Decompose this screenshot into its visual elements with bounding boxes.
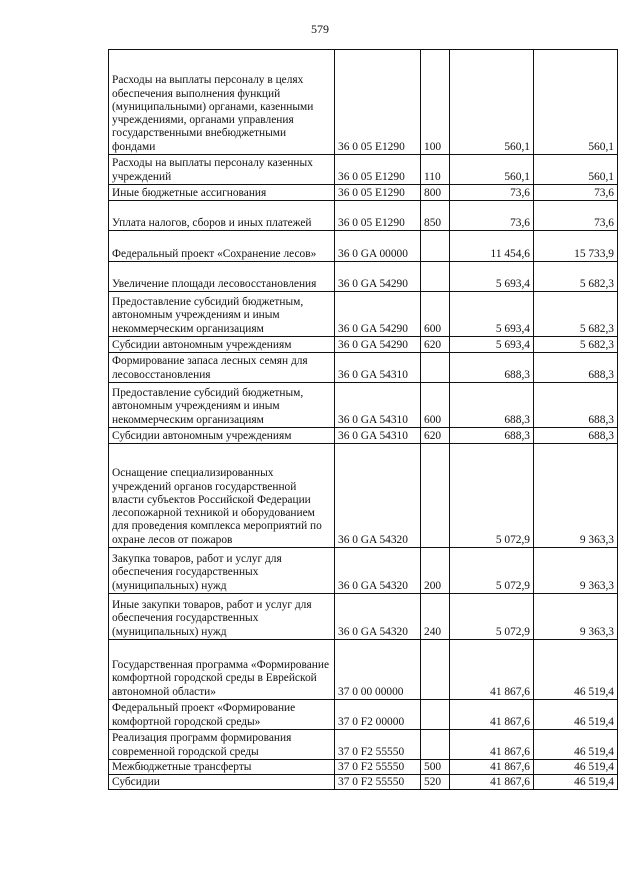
table-row: [109, 262, 618, 292]
row-sum-year-1: 688,3: [450, 428, 534, 444]
row-expense-type: 850: [421, 201, 450, 231]
table-row: [109, 50, 618, 155]
row-sum-year-1: 41 867,6: [450, 700, 534, 730]
row-sum-year-2: 46 519,4: [534, 700, 618, 730]
row-name: Межбюджетные трансферты: [109, 760, 335, 775]
row-expense-type: 100: [421, 50, 450, 155]
row-sum-year-2: 9 363,3: [534, 548, 618, 594]
table-row: [109, 775, 618, 790]
row-sum-year-2: 5 682,3: [534, 262, 618, 292]
budget-table: [108, 49, 618, 790]
table-row: [109, 155, 618, 185]
row-target-code: 37 0 F2 55550: [335, 730, 421, 760]
row-target-code: 36 0 GA 54290: [335, 337, 421, 353]
row-name: Субсидии автономным учреждениям: [109, 337, 335, 353]
row-sum-year-2: 560,1: [534, 50, 618, 155]
row-sum-year-2: 9 363,3: [534, 444, 618, 548]
row-sum-year-2: 688,3: [534, 353, 618, 383]
table-row: [109, 548, 618, 594]
table-row: [109, 730, 618, 760]
row-target-code: 36 0 05 E1290: [335, 201, 421, 231]
row-sum-year-2: 46 519,4: [534, 760, 618, 775]
table-row: [109, 337, 618, 353]
row-sum-year-1: 5 072,9: [450, 548, 534, 594]
row-target-code: 37 0 F2 00000: [335, 700, 421, 730]
row-sum-year-1: 560,1: [450, 155, 534, 185]
row-sum-year-1: 41 867,6: [450, 760, 534, 775]
row-sum-year-2: 688,3: [534, 428, 618, 444]
row-expense-type: [421, 262, 450, 292]
row-name: Предоставление субсидий бюджетным, автономным учреждениям и иным некоммерческим организациям: [109, 292, 335, 337]
row-target-code: 36 0 GA 54310: [335, 353, 421, 383]
row-sum-year-2: 46 519,4: [534, 730, 618, 760]
row-name: Реализация программ формирования современной городской среды: [109, 730, 335, 760]
row-sum-year-1: 5 072,9: [450, 444, 534, 548]
row-name: Федеральный проект «Формирование комфортной городской среды»: [109, 700, 335, 730]
row-target-code: 37 0 00 00000: [335, 640, 421, 700]
row-sum-year-1: 560,1: [450, 50, 534, 155]
row-expense-type: 110: [421, 155, 450, 185]
row-target-code: 36 0 GA 54310: [335, 383, 421, 428]
row-name: Иные бюджетные ассигнования: [109, 185, 335, 201]
row-target-code: 37 0 F2 55550: [335, 775, 421, 790]
table-row: [109, 444, 618, 548]
row-sum-year-2: 5 682,3: [534, 337, 618, 353]
row-sum-year-2: 560,1: [534, 155, 618, 185]
row-name: Уплата налогов, сборов и иных платежей: [109, 201, 335, 231]
table-row: [109, 594, 618, 640]
row-name: Субсидии автономным учреждениям: [109, 428, 335, 444]
table-row: [109, 700, 618, 730]
row-sum-year-2: 9 363,3: [534, 594, 618, 640]
row-sum-year-1: 5 693,4: [450, 292, 534, 337]
row-sum-year-1: 41 867,6: [450, 730, 534, 760]
row-expense-type: 600: [421, 383, 450, 428]
row-target-code: 36 0 GA 00000: [335, 231, 421, 262]
row-name: Увеличение площади лесовосстановления: [109, 262, 335, 292]
row-name: Субсидии: [109, 775, 335, 790]
row-target-code: 36 0 05 E1290: [335, 155, 421, 185]
row-sum-year-2: 73,6: [534, 201, 618, 231]
table-row: [109, 428, 618, 444]
row-expense-type: 620: [421, 337, 450, 353]
table-row: [109, 231, 618, 262]
row-name: Закупка товаров, работ и услуг для обеспечения государственных (муниципальных) нужд: [109, 548, 335, 594]
row-target-code: 36 0 GA 54320: [335, 594, 421, 640]
row-sum-year-2: 688,3: [534, 383, 618, 428]
row-expense-type: [421, 444, 450, 548]
row-expense-type: [421, 640, 450, 700]
row-expense-type: 520: [421, 775, 450, 790]
row-sum-year-2: 73,6: [534, 185, 618, 201]
row-name: Формирование запаса лесных семян для лесовосстановления: [109, 353, 335, 383]
row-name: Расходы на выплаты персоналу казенных учреждений: [109, 155, 335, 185]
row-expense-type: [421, 700, 450, 730]
row-name: Оснащение специализированных учреждений органов государственной власти субъектов Российской Федерации лесопожарной техникой и оборудованием для проведения комплекса мероприятий по охране лесов от пожаров: [109, 444, 335, 548]
row-sum-year-1: 73,6: [450, 185, 534, 201]
row-sum-year-1: 5 072,9: [450, 594, 534, 640]
table-row: [109, 640, 618, 700]
row-sum-year-2: 46 519,4: [534, 775, 618, 790]
table-row: [109, 383, 618, 428]
row-name: Иные закупки товаров, работ и услуг для обеспечения государственных (муниципальных) нужд: [109, 594, 335, 640]
row-sum-year-1: 688,3: [450, 353, 534, 383]
row-name: Расходы на выплаты персоналу в целях обеспечения выполнения функций (муниципальными) органами, казенными учреждениями, органами управления государственными внебюджетными фондами: [109, 50, 335, 155]
row-target-code: 36 0 GA 54290: [335, 262, 421, 292]
row-expense-type: [421, 730, 450, 760]
table-row: [109, 292, 618, 337]
row-name: Предоставление субсидий бюджетным, автономным учреждениям и иным некоммерческим организациям: [109, 383, 335, 428]
row-sum-year-1: 73,6: [450, 201, 534, 231]
table-row: [109, 353, 618, 383]
row-target-code: 36 0 05 E1290: [335, 50, 421, 155]
row-target-code: 36 0 GA 54290: [335, 292, 421, 337]
row-target-code: 37 0 F2 55550: [335, 760, 421, 775]
page-number: 579: [311, 22, 329, 36]
row-target-code: 36 0 05 E1290: [335, 185, 421, 201]
row-target-code: 36 0 GA 54320: [335, 548, 421, 594]
row-sum-year-1: 688,3: [450, 383, 534, 428]
row-expense-type: 240: [421, 594, 450, 640]
row-sum-year-2: 5 682,3: [534, 292, 618, 337]
row-sum-year-1: 5 693,4: [450, 337, 534, 353]
row-sum-year-1: 41 867,6: [450, 640, 534, 700]
row-sum-year-1: 5 693,4: [450, 262, 534, 292]
row-expense-type: [421, 231, 450, 262]
row-expense-type: 600: [421, 292, 450, 337]
row-name: Государственная программа «Формирование комфортной городской среды в Еврейской автономной области»: [109, 640, 335, 700]
row-sum-year-1: 41 867,6: [450, 775, 534, 790]
row-expense-type: 200: [421, 548, 450, 594]
table-row: [109, 201, 618, 231]
row-expense-type: [421, 353, 450, 383]
row-expense-type: 620: [421, 428, 450, 444]
row-sum-year-1: 11 454,6: [450, 231, 534, 262]
row-sum-year-2: 15 733,9: [534, 231, 618, 262]
row-target-code: 36 0 GA 54320: [335, 444, 421, 548]
table-row: [109, 185, 618, 201]
row-name: Федеральный проект «Сохранение лесов»: [109, 231, 335, 262]
row-sum-year-2: 46 519,4: [534, 640, 618, 700]
row-target-code: 36 0 GA 54310: [335, 428, 421, 444]
row-expense-type: 500: [421, 760, 450, 775]
row-expense-type: 800: [421, 185, 450, 201]
table-row: [109, 760, 618, 775]
